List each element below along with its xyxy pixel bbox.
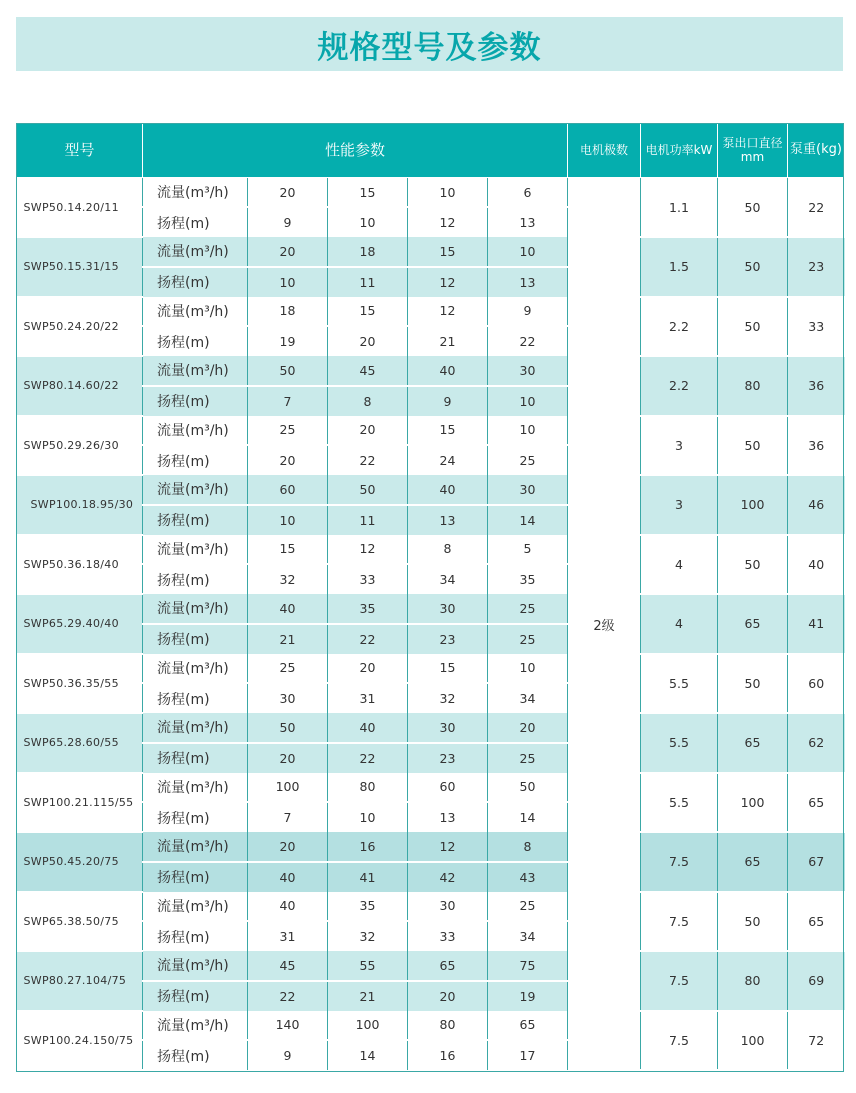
head-value: 22 xyxy=(488,326,568,356)
flow-label: 流量(m³/h) xyxy=(143,713,248,743)
head-value: 21 xyxy=(328,981,408,1011)
title-banner xyxy=(16,17,843,71)
flow-value: 20 xyxy=(248,237,328,267)
flow-value: 15 xyxy=(248,535,328,565)
flow-label: 流量(m³/h) xyxy=(143,951,248,981)
head-value: 23 xyxy=(408,743,488,773)
flow-value: 50 xyxy=(328,475,408,505)
table-row xyxy=(17,178,845,208)
outlet-cell: 100 xyxy=(718,475,788,535)
head-value: 40 xyxy=(248,862,328,892)
flow-value: 50 xyxy=(488,773,568,803)
head-value: 43 xyxy=(488,862,568,892)
head-label: 扬程(m) xyxy=(143,683,248,713)
head-value: 32 xyxy=(248,564,328,594)
weight-cell: 60 xyxy=(788,654,845,714)
head-value: 19 xyxy=(488,981,568,1011)
power-cell: 4 xyxy=(641,535,718,595)
flow-value: 40 xyxy=(248,892,328,922)
flow-value: 15 xyxy=(408,237,488,267)
flow-value: 25 xyxy=(488,892,568,922)
head-label: 扬程(m) xyxy=(143,862,248,892)
flow-label: 流量(m³/h) xyxy=(143,594,248,624)
flow-label: 流量(m³/h) xyxy=(143,654,248,684)
flow-value: 65 xyxy=(488,1011,568,1041)
poles-cell: 2级 xyxy=(568,178,641,1071)
flow-value: 30 xyxy=(488,475,568,505)
model-cell: SWP65.28.60/55 xyxy=(17,713,143,773)
flow-value: 9 xyxy=(488,297,568,327)
flow-value: 25 xyxy=(248,654,328,684)
head-label: 扬程(m) xyxy=(143,981,248,1011)
head-value: 41 xyxy=(328,862,408,892)
flow-value: 10 xyxy=(488,654,568,684)
outlet-cell: 100 xyxy=(718,1011,788,1071)
outlet-cell: 50 xyxy=(718,416,788,476)
weight-cell: 65 xyxy=(788,892,845,952)
model-cell: SWP50.45.20/75 xyxy=(17,832,143,892)
head-value: 25 xyxy=(488,624,568,654)
head-label: 扬程(m) xyxy=(143,564,248,594)
flow-label: 流量(m³/h) xyxy=(143,832,248,862)
weight-cell: 67 xyxy=(788,832,845,892)
flow-value: 40 xyxy=(408,356,488,386)
page-title: 规格型号及参数 xyxy=(317,29,542,66)
outlet-cell: 50 xyxy=(718,892,788,952)
head-label: 扬程(m) xyxy=(143,326,248,356)
head-value: 22 xyxy=(248,981,328,1011)
head-value: 14 xyxy=(488,802,568,832)
head-value: 19 xyxy=(248,326,328,356)
head-value: 12 xyxy=(408,207,488,237)
table-row xyxy=(17,713,845,743)
flow-value: 15 xyxy=(328,297,408,327)
flow-value: 5 xyxy=(488,535,568,565)
head-label: 扬程(m) xyxy=(143,743,248,773)
head-value: 30 xyxy=(248,683,328,713)
flow-value: 15 xyxy=(328,178,408,208)
flow-value: 20 xyxy=(328,416,408,446)
flow-value: 80 xyxy=(408,1011,488,1041)
power-cell: 7.5 xyxy=(641,892,718,952)
flow-value: 35 xyxy=(328,892,408,922)
flow-value: 6 xyxy=(488,178,568,208)
head-value: 33 xyxy=(408,921,488,951)
model-cell: SWP50.24.20/22 xyxy=(17,297,143,357)
head-value: 11 xyxy=(328,505,408,535)
outlet-cell: 80 xyxy=(718,356,788,416)
flow-label: 流量(m³/h) xyxy=(143,892,248,922)
table-row xyxy=(17,892,845,922)
flow-value: 55 xyxy=(328,951,408,981)
flow-label: 流量(m³/h) xyxy=(143,356,248,386)
table-row xyxy=(17,832,845,862)
weight-cell: 69 xyxy=(788,951,845,1011)
flow-value: 75 xyxy=(488,951,568,981)
flow-value: 15 xyxy=(408,654,488,684)
outlet-cell: 50 xyxy=(718,178,788,238)
weight-cell: 33 xyxy=(788,297,845,357)
table-row xyxy=(17,951,845,981)
head-value: 7 xyxy=(248,802,328,832)
head-value: 13 xyxy=(408,802,488,832)
flow-value: 40 xyxy=(408,475,488,505)
head-value: 13 xyxy=(408,505,488,535)
table-row xyxy=(17,237,845,267)
head-value: 7 xyxy=(248,386,328,416)
head-value: 9 xyxy=(248,1040,328,1070)
flow-value: 20 xyxy=(248,178,328,208)
spec-table xyxy=(16,123,845,1071)
outlet-cell: 50 xyxy=(718,535,788,595)
head-value: 20 xyxy=(408,981,488,1011)
weight-cell: 65 xyxy=(788,773,845,833)
flow-value: 20 xyxy=(328,654,408,684)
flow-value: 40 xyxy=(328,713,408,743)
flow-value: 60 xyxy=(408,773,488,803)
outlet-cell: 65 xyxy=(718,832,788,892)
flow-value: 65 xyxy=(408,951,488,981)
head-value: 9 xyxy=(248,207,328,237)
flow-value: 45 xyxy=(328,356,408,386)
power-cell: 4 xyxy=(641,594,718,654)
flow-value: 100 xyxy=(328,1011,408,1041)
flow-value: 35 xyxy=(328,594,408,624)
model-cell: SWP100.18.95/30 xyxy=(17,475,143,535)
model-cell: SWP50.15.31/15 xyxy=(17,237,143,297)
head-label: 扬程(m) xyxy=(143,445,248,475)
flow-value: 18 xyxy=(328,237,408,267)
table-row xyxy=(17,773,845,803)
flow-value: 12 xyxy=(408,832,488,862)
flow-value: 8 xyxy=(488,832,568,862)
power-cell: 5.5 xyxy=(641,654,718,714)
head-label: 扬程(m) xyxy=(143,386,248,416)
head-label: 扬程(m) xyxy=(143,1040,248,1070)
power-cell: 2.2 xyxy=(641,356,718,416)
head-value: 11 xyxy=(328,267,408,297)
power-cell: 7.5 xyxy=(641,951,718,1011)
power-cell: 5.5 xyxy=(641,713,718,773)
flow-value: 25 xyxy=(488,594,568,624)
head-value: 14 xyxy=(488,505,568,535)
flow-value: 20 xyxy=(248,832,328,862)
table-row xyxy=(17,594,845,624)
flow-value: 10 xyxy=(488,416,568,446)
outlet-cell: 50 xyxy=(718,297,788,357)
flow-value: 18 xyxy=(248,297,328,327)
flow-value: 25 xyxy=(248,416,328,446)
flow-label: 流量(m³/h) xyxy=(143,237,248,267)
header-outlet: 泵出口直径 mm xyxy=(718,124,788,178)
head-value: 42 xyxy=(408,862,488,892)
head-value: 8 xyxy=(328,386,408,416)
model-cell: SWP50.14.20/11 xyxy=(17,178,143,238)
power-cell: 1.5 xyxy=(641,237,718,297)
flow-value: 40 xyxy=(248,594,328,624)
weight-cell: 46 xyxy=(788,475,845,535)
flow-value: 10 xyxy=(408,178,488,208)
head-value: 35 xyxy=(488,564,568,594)
flow-value: 10 xyxy=(488,237,568,267)
flow-value: 100 xyxy=(248,773,328,803)
table-row xyxy=(17,1011,845,1041)
weight-cell: 40 xyxy=(788,535,845,595)
power-cell: 5.5 xyxy=(641,773,718,833)
head-value: 34 xyxy=(408,564,488,594)
outlet-cell: 50 xyxy=(718,654,788,714)
flow-value: 30 xyxy=(408,713,488,743)
flow-value: 30 xyxy=(488,356,568,386)
outlet-cell: 100 xyxy=(718,773,788,833)
header-model: 型号 xyxy=(17,124,143,178)
head-value: 10 xyxy=(328,207,408,237)
head-value: 10 xyxy=(248,267,328,297)
head-value: 10 xyxy=(248,505,328,535)
model-cell: SWP80.27.104/75 xyxy=(17,951,143,1011)
flow-value: 16 xyxy=(328,832,408,862)
model-cell: SWP80.14.60/22 xyxy=(17,356,143,416)
outlet-cell: 65 xyxy=(718,594,788,654)
flow-label: 流量(m³/h) xyxy=(143,475,248,505)
flow-label: 流量(m³/h) xyxy=(143,416,248,446)
flow-value: 15 xyxy=(408,416,488,446)
head-value: 33 xyxy=(328,564,408,594)
flow-label: 流量(m³/h) xyxy=(143,297,248,327)
head-value: 10 xyxy=(488,386,568,416)
head-value: 20 xyxy=(248,445,328,475)
head-value: 9 xyxy=(408,386,488,416)
head-value: 16 xyxy=(408,1040,488,1070)
head-value: 32 xyxy=(328,921,408,951)
head-value: 31 xyxy=(248,921,328,951)
power-cell: 1.1 xyxy=(641,178,718,238)
head-value: 22 xyxy=(328,743,408,773)
flow-value: 50 xyxy=(248,713,328,743)
model-cell: SWP50.36.35/55 xyxy=(17,654,143,714)
weight-cell: 22 xyxy=(788,178,845,238)
flow-label: 流量(m³/h) xyxy=(143,773,248,803)
head-label: 扬程(m) xyxy=(143,207,248,237)
flow-value: 80 xyxy=(328,773,408,803)
model-cell: SWP100.21.115/55 xyxy=(17,773,143,833)
table-row xyxy=(17,475,845,505)
flow-value: 20 xyxy=(488,713,568,743)
model-cell: SWP50.36.18/40 xyxy=(17,535,143,595)
head-value: 31 xyxy=(328,683,408,713)
table-row xyxy=(17,356,845,386)
head-value: 21 xyxy=(248,624,328,654)
head-value: 32 xyxy=(408,683,488,713)
flow-label: 流量(m³/h) xyxy=(143,178,248,208)
head-value: 22 xyxy=(328,624,408,654)
model-cell: SWP65.29.40/40 xyxy=(17,594,143,654)
head-label: 扬程(m) xyxy=(143,802,248,832)
weight-cell: 23 xyxy=(788,237,845,297)
head-label: 扬程(m) xyxy=(143,267,248,297)
flow-value: 45 xyxy=(248,951,328,981)
flow-value: 50 xyxy=(248,356,328,386)
weight-cell: 36 xyxy=(788,356,845,416)
power-cell: 7.5 xyxy=(641,1011,718,1071)
flow-value: 12 xyxy=(408,297,488,327)
power-cell: 3 xyxy=(641,475,718,535)
head-value: 13 xyxy=(488,267,568,297)
weight-cell: 36 xyxy=(788,416,845,476)
outlet-cell: 80 xyxy=(718,951,788,1011)
power-cell: 2.2 xyxy=(641,297,718,357)
flow-label: 流量(m³/h) xyxy=(143,1011,248,1041)
head-value: 34 xyxy=(488,921,568,951)
head-value: 20 xyxy=(328,326,408,356)
header-power: 电机功率kW xyxy=(641,124,718,178)
weight-cell: 41 xyxy=(788,594,845,654)
head-value: 12 xyxy=(408,267,488,297)
head-label: 扬程(m) xyxy=(143,624,248,654)
table-row xyxy=(17,654,845,684)
head-value: 20 xyxy=(248,743,328,773)
head-value: 10 xyxy=(328,802,408,832)
weight-cell: 72 xyxy=(788,1011,845,1071)
header-performance: 性能参数 xyxy=(143,124,568,178)
flow-value: 140 xyxy=(248,1011,328,1041)
power-cell: 7.5 xyxy=(641,832,718,892)
table-row xyxy=(17,535,845,565)
header-weight: 泵重(kg) xyxy=(788,124,845,178)
head-value: 21 xyxy=(408,326,488,356)
flow-value: 60 xyxy=(248,475,328,505)
flow-value: 8 xyxy=(408,535,488,565)
table-row xyxy=(17,297,845,327)
table-header-row xyxy=(17,124,845,178)
weight-cell: 62 xyxy=(788,713,845,773)
head-value: 24 xyxy=(408,445,488,475)
head-value: 14 xyxy=(328,1040,408,1070)
table-row xyxy=(17,416,845,446)
outlet-cell: 50 xyxy=(718,237,788,297)
model-cell: SWP65.38.50/75 xyxy=(17,892,143,952)
model-cell: SWP100.24.150/75 xyxy=(17,1011,143,1071)
flow-value: 12 xyxy=(328,535,408,565)
flow-label: 流量(m³/h) xyxy=(143,535,248,565)
head-value: 25 xyxy=(488,445,568,475)
head-label: 扬程(m) xyxy=(143,921,248,951)
head-value: 34 xyxy=(488,683,568,713)
head-value: 25 xyxy=(488,743,568,773)
header-poles: 电机极数 xyxy=(568,124,641,178)
outlet-cell: 65 xyxy=(718,713,788,773)
head-value: 17 xyxy=(488,1040,568,1070)
flow-value: 30 xyxy=(408,594,488,624)
head-value: 13 xyxy=(488,207,568,237)
head-value: 23 xyxy=(408,624,488,654)
head-value: 22 xyxy=(328,445,408,475)
model-cell: SWP50.29.26/30 xyxy=(17,416,143,476)
head-label: 扬程(m) xyxy=(143,505,248,535)
flow-value: 30 xyxy=(408,892,488,922)
power-cell: 3 xyxy=(641,416,718,476)
